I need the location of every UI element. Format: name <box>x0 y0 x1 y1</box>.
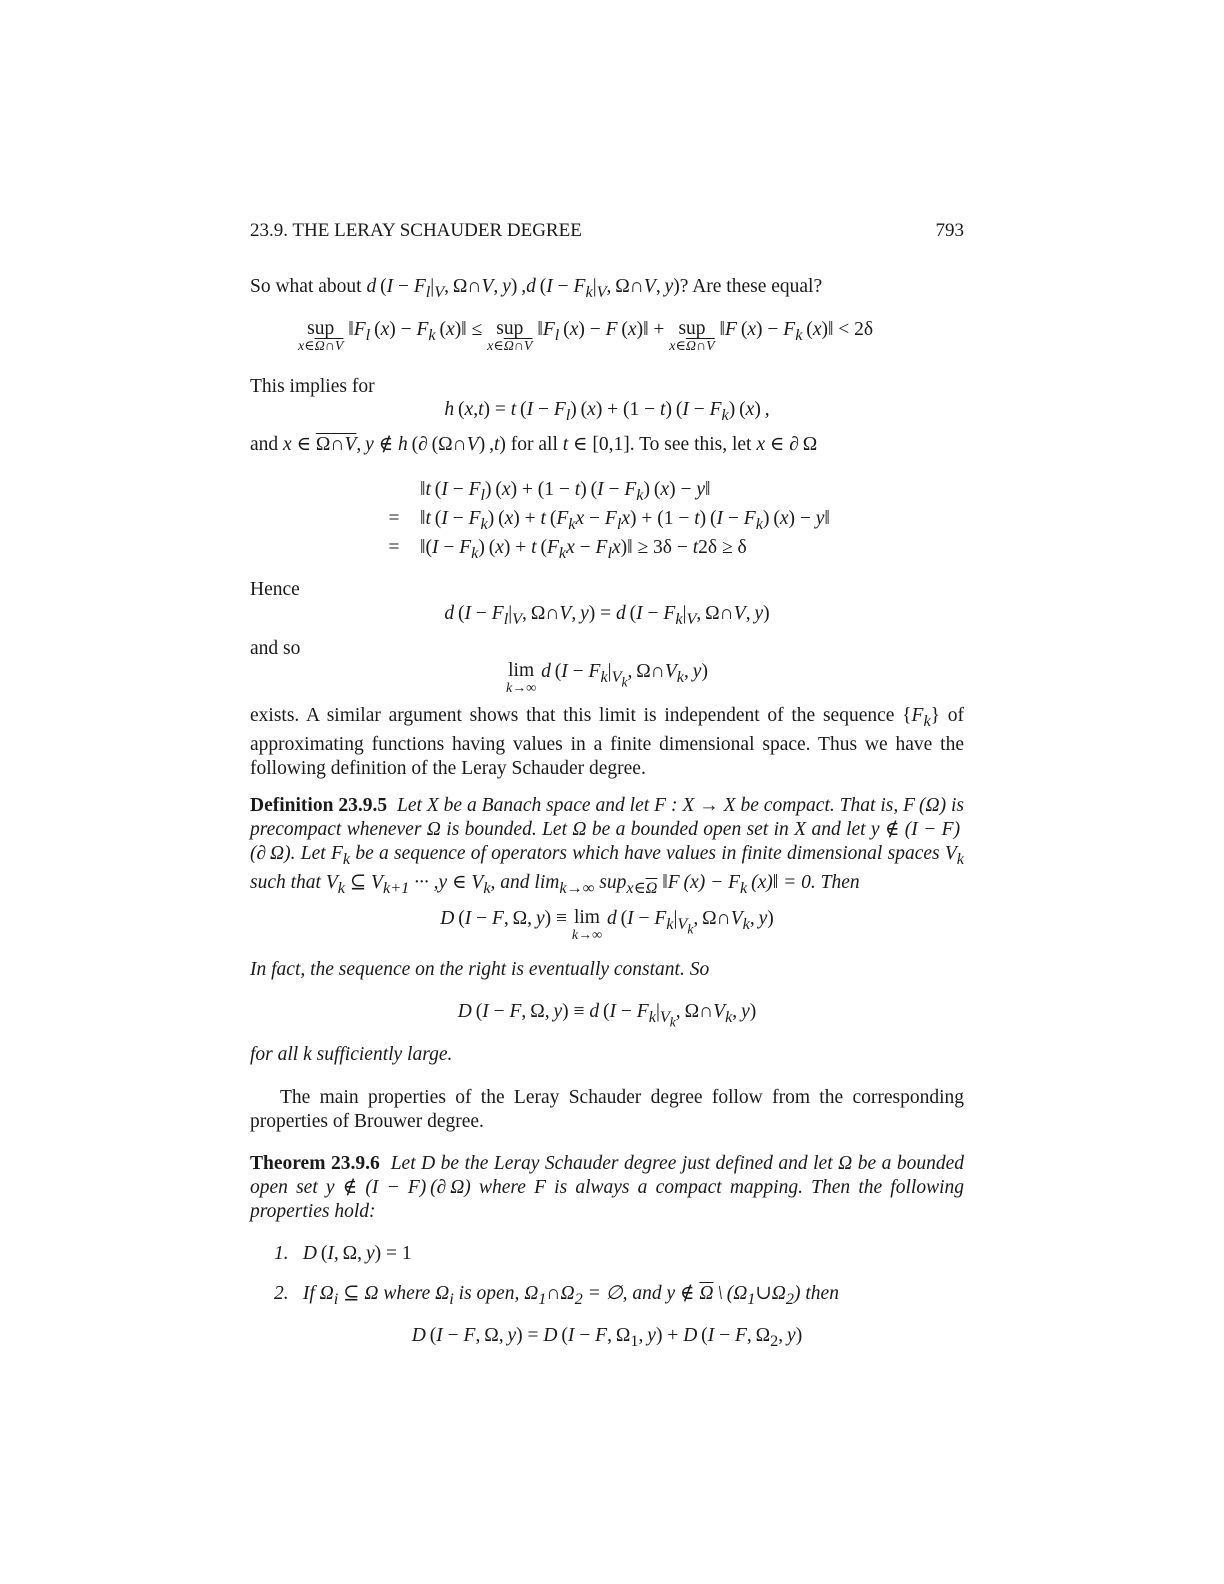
homotopy-equation: h (x,t) = t $(I - F_l)$ (x) + (1 − t) $(I - F_k)$ (x) , <box>444 399 770 424</box>
property-item-2: 2. If $\Omega_i$ ⊆ Ω where $\Omega_i$ is open, $\Omega_1\cap\Omega_2$ = ∅, and y ∉ $\overline{\Omega}$ \ $(\Omega_1\cup\Omega_2)$ then <box>274 1283 839 1308</box>
page <box>250 0 964 1584</box>
theorem-23-9-6: Theorem 23.9.6 Let D be the Leray Schauder degree just defined and let Ω be a bounded open set y ∉ (I − F) (∂ Ω) where F is always a compact mapping. Then the following properties hold: <box>250 1153 965 1222</box>
definition-label: Definition 23.9.5 <box>250 795 388 816</box>
additivity-equation: D (I − F, Ω, y) = D (I − F, $\Omega_1$, y) + D (I − F, $\Omega_2$, y) <box>411 1325 803 1350</box>
page-number: 793 <box>935 220 964 241</box>
and-so-label: and so <box>250 638 301 659</box>
intro-question: So what about d ($I - F_l|_V$, Ω∩V, y) ,d ($I - F_k|_V$, Ω∩V, y)? Are these equal? <box>250 276 823 301</box>
running-header <box>250 219 964 243</box>
section-title: 23.9. THE LERAY SCHAUDER DEGREE <box>250 220 582 241</box>
in-fact-line: In fact, the sequence on the right is eventually constant. So <box>250 959 710 980</box>
hence-label: Hence <box>250 579 300 600</box>
definition-equation: D (I − F, Ω, y) ≡ lim k→∞ d ($I - F_k|_{V_k}$, $\Omega\cap V_k$, y) <box>440 907 774 943</box>
property-item-1: 1. D (I, Ω, y) = 1 <box>274 1243 412 1264</box>
definition-23-9-5: Definition 23.9.5 Let X be a Banach space and let F : X → X be compact. That is, F (Ω) is precompact whenever Ω is bounded. Let Ω be a bounded open set in X and let y ∉ (I − F) (∂ Ω). Let $F_k$ be a sequence of operators which have values in finite dimensional spaces $V_k$ such that $V_k$ ⊆ $V_{k+1}$ ··· ,y ∈ $V_k$, and $\lim_{k\to\infty} sup_{x\in\overline{\Omega}}$ ‖F $(x) - F_k$ (x)‖ = 0. Then <box>250 795 965 897</box>
item-number: 1. <box>274 1243 289 1264</box>
for-all-k-line: for all k sufficiently large. <box>250 1044 453 1065</box>
limit-equation: lim k→∞ d ($I - F_k|_{V_k}$, $\Omega\cap V_k$, y) <box>506 660 708 696</box>
implies-for: This implies for <box>250 376 375 397</box>
main-properties-paragraph: The main properties of the Leray Schauder degree follow from the corresponding properties of Brouwer degree. <box>250 1087 964 1132</box>
align-row-1: ‖t $(I - F_l)$ (x) + (1 − t) $(I - F_k)$ (x) − y‖ <box>420 479 711 504</box>
item-number: 2. <box>274 1283 289 1304</box>
exists-paragraph: exists. A similar argument shows that this limit is independent of the sequence $\{F_k\}$ of approximating functions having values in a finite dimensional space. Thus we have the following definition of the Leray Schauder degree. <box>250 705 965 779</box>
align-row-2: = ‖t $(I - F_k)$ (x) + t $(F_kx - F_lx) + (1 - t) (I - F_k) (x)$ − y‖ <box>388 508 830 533</box>
hence-equation: d ($I - F_l|_V$, Ω∩V, y) = d ($I - F_k|_V$, Ω∩V, y) <box>444 603 770 628</box>
and-x-line: and x ∈ Ω∩V, y ∉ h (∂ (Ω∩V) ,t) for all t ∈ [0,1]. To see this, let x ∈ ∂ Ω <box>250 434 818 455</box>
sup-inequality: sup x∈Ω∩V $‖F_l$ $(x) - F_k$ (x)‖ ≤ sup x∈Ω∩V $‖F_l$ (x) − F (x)‖ + sup x∈Ω∩V ‖F $(x) - F_k$ (x)‖ < 2δ <box>298 318 874 354</box>
definition-equation-2: D (I − F, Ω, y) ≡ d ($I - F_k|_{V_k}$, $\Omega\cap V_k$, y) <box>457 1001 757 1030</box>
align-row-3: = ‖(I − $F_k$) (x) + t ($F_kx$ − $F_lx)‖ \ge 3\delta - t2\delta \ge \delta$ <box>388 537 747 562</box>
theorem-label: Theorem 23.9.6 <box>250 1153 380 1174</box>
